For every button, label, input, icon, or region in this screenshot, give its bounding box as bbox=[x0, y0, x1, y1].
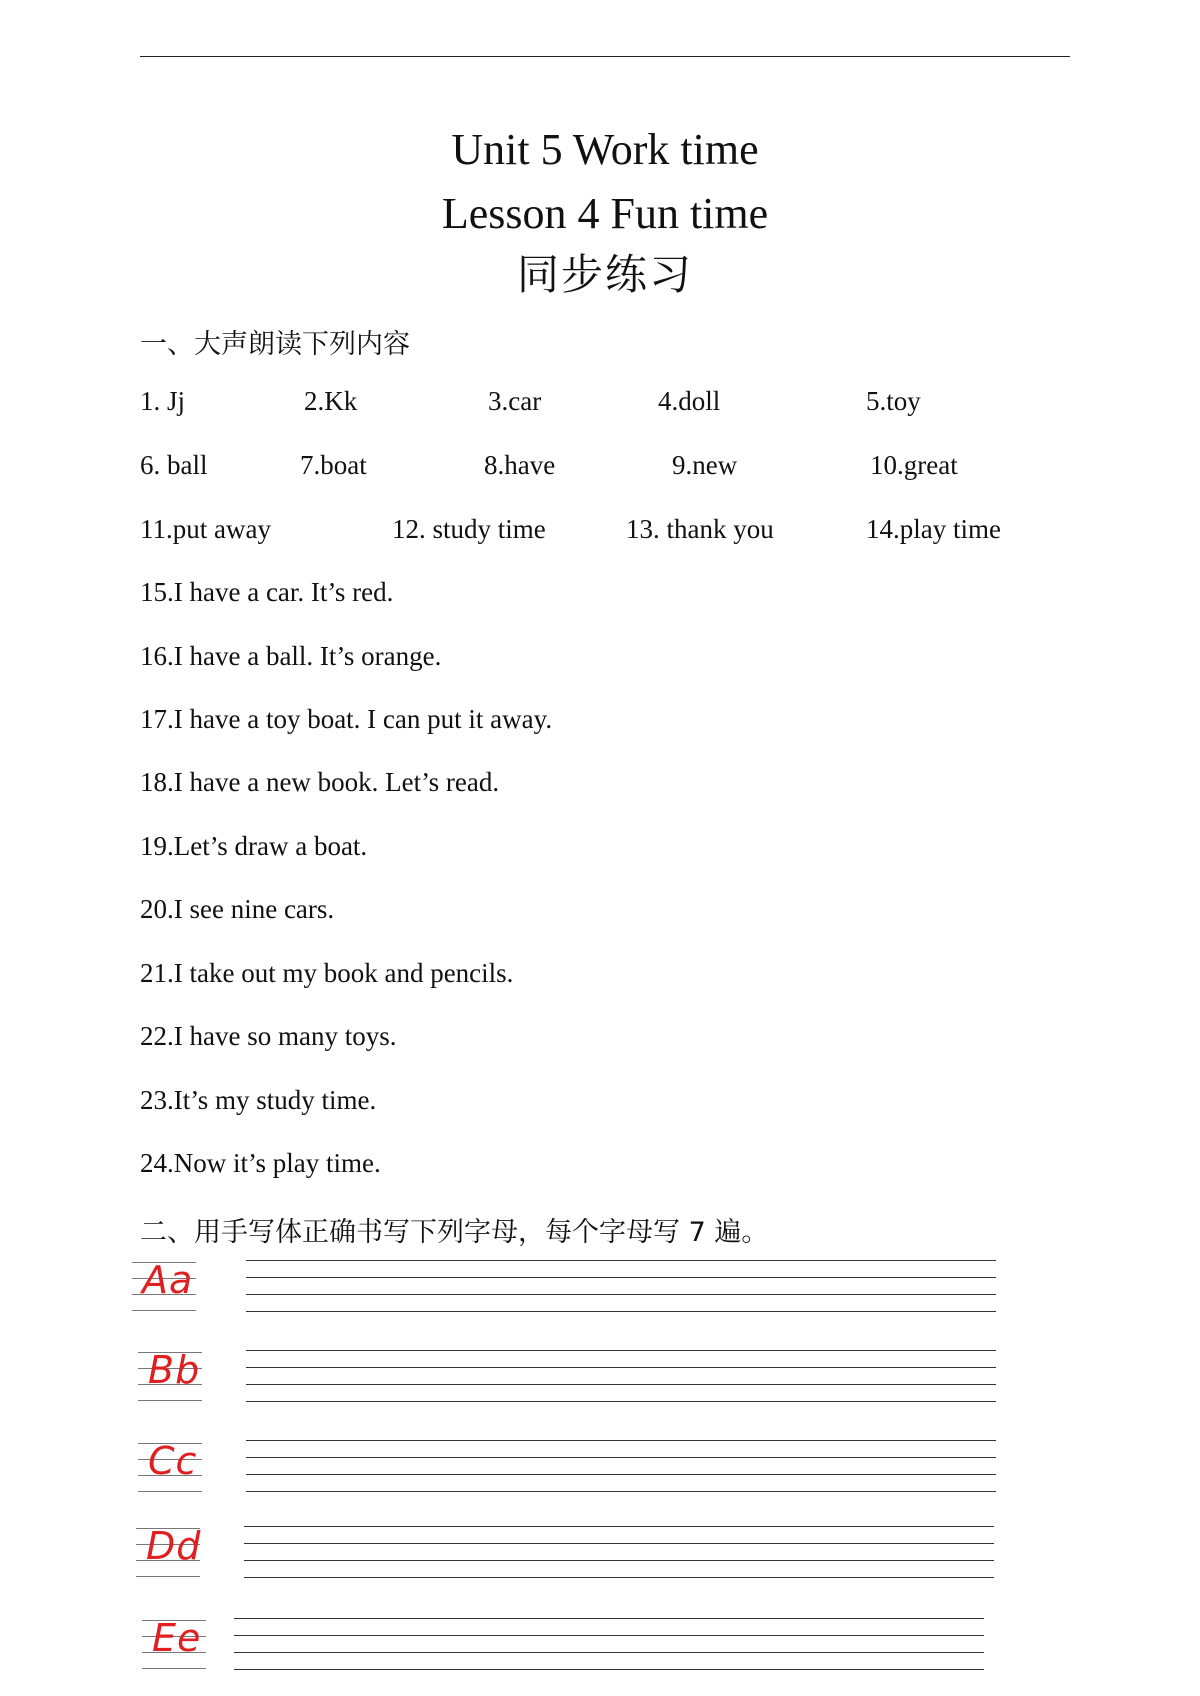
writing-lines[interactable] bbox=[246, 1440, 996, 1492]
writing-lines[interactable] bbox=[234, 1618, 984, 1670]
writing-lines[interactable] bbox=[246, 1260, 996, 1312]
word-item: 8.have bbox=[484, 450, 556, 480]
word-item: 3.car bbox=[488, 386, 542, 416]
sentence-item: 20.I see nine cars. bbox=[140, 894, 335, 924]
title-lesson: Lesson 4 Fun time bbox=[441, 189, 769, 238]
sentence-item: 18.I have a new book. Let’s read. bbox=[140, 767, 500, 797]
letter-glyph: Bb bbox=[148, 1348, 201, 1392]
title-unit: Unit 5 Work time bbox=[451, 125, 759, 174]
sentence-item: 17.I have a toy boat. I can put it away. bbox=[140, 704, 553, 734]
word-item: 13. thank you bbox=[626, 514, 774, 544]
sentence-item: 19.Let’s draw a boat. bbox=[140, 831, 368, 861]
word-item: 7.boat bbox=[300, 450, 367, 480]
sentence-item: 22.I have so many toys. bbox=[140, 1021, 397, 1051]
word-item: 5.toy bbox=[866, 386, 921, 416]
letter-model-dd bbox=[136, 1524, 202, 1576]
letter-model-bb bbox=[138, 1348, 202, 1400]
section1-heading: 一、大声朗读下列内容 bbox=[140, 329, 410, 360]
word-item: 12. study time bbox=[392, 514, 546, 544]
sentence-item: 21.I take out my book and pencils. bbox=[140, 958, 514, 988]
letter-glyph: Ee bbox=[152, 1616, 202, 1660]
word-item: 10.great bbox=[870, 450, 958, 480]
sentence-item: 23.It’s my study time. bbox=[140, 1085, 377, 1115]
writing-lines[interactable] bbox=[246, 1350, 996, 1402]
word-item: 4.doll bbox=[658, 386, 721, 416]
section2-heading: 二、用手写体正确书写下列字母，每个字母写 7 遍。 bbox=[140, 1217, 769, 1248]
word-item: 11.put away bbox=[140, 514, 271, 544]
word-item: 6. ball bbox=[140, 450, 208, 480]
sentence-item: 16.I have a ball. It’s orange. bbox=[140, 641, 442, 671]
letter-model-aa bbox=[132, 1258, 196, 1310]
word-item: 1. Jj bbox=[140, 386, 186, 416]
letter-glyph: Dd bbox=[146, 1524, 202, 1568]
word-item: 2.Kk bbox=[304, 386, 358, 416]
letter-glyph: Aa bbox=[142, 1258, 194, 1302]
letter-model-cc bbox=[138, 1439, 202, 1491]
writing-lines[interactable] bbox=[244, 1526, 994, 1578]
letter-model-ee bbox=[142, 1616, 206, 1668]
sentence-item: 24.Now it’s play time. bbox=[140, 1148, 381, 1178]
word-item: 9.new bbox=[672, 450, 738, 480]
sentence-item: 15.I have a car. It’s red. bbox=[140, 577, 394, 607]
top-rule bbox=[140, 56, 1070, 57]
word-item: 14.play time bbox=[866, 514, 1001, 544]
title-practice: 同步练习 bbox=[516, 250, 693, 299]
letter-glyph: Cc bbox=[148, 1439, 198, 1483]
